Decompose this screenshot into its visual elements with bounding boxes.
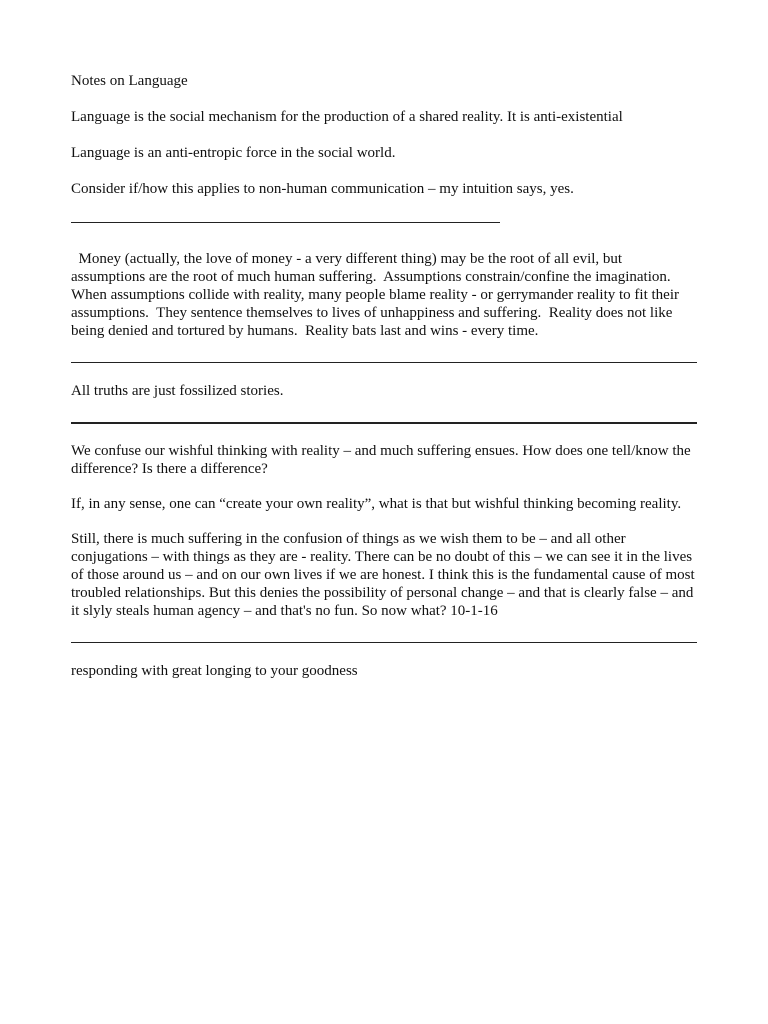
divider-2 <box>71 422 697 424</box>
paragraph-fossilized-stories: All truths are just fossilized stories. <box>71 383 284 399</box>
paragraph-anti-entropic: Language is an anti-entropic force in the social world. <box>71 145 396 161</box>
paragraph-non-human-communication: Consider if/how this applies to non-human communication – my intuition says, yes. <box>71 181 574 197</box>
paragraph-wishful-thinking: We confuse our wishful thinking with reality – and much suffering ensues. How does one tell/know the difference? Is there a difference? <box>71 443 691 477</box>
divider-3 <box>71 642 697 643</box>
paragraph-confusion-suffering: Still, there is much suffering in the confusion of things as we wish them to be – and all other conjugations – with things as they are - reality. There can be no doubt of this – we can see it in the lives of those around us – and on our own lives if we are honest. I think this is the fundamental cause of most troubled relationships. But this denies the possibility of personal change – and that is clearly false – and it slyly steals human agency – and that's no fun. So now what? 10-1-16 <box>71 531 695 619</box>
paragraph-money-assumptions: Money (actually, the love of money - a very different thing) may be the root of all evil, but assumptions are the root of much human suffering. Assumptions constrain/confine the imagination. When assumptions collide with reality, many people blame reality - or gerrymander reality to fit their assumptions. They sentence themselves to lives of unhappiness and suffering. Reality does not like being denied and tortured by humans. Reality bats last and wins - every time. <box>71 251 683 339</box>
paragraph-great-longing: responding with great longing to your goodness <box>71 663 358 679</box>
paragraph-create-reality: If, in any sense, one can “create your own reality”, what is that but wishful thinking becoming reality. <box>71 496 682 512</box>
document-page <box>71 72 698 680</box>
divider-1 <box>71 362 697 363</box>
paragraph-language-mechanism: Language is the social mechanism for the production of a shared reality. It is anti-existential <box>71 109 623 125</box>
short-divider <box>71 222 500 223</box>
document-title: Notes on Language <box>71 73 188 89</box>
